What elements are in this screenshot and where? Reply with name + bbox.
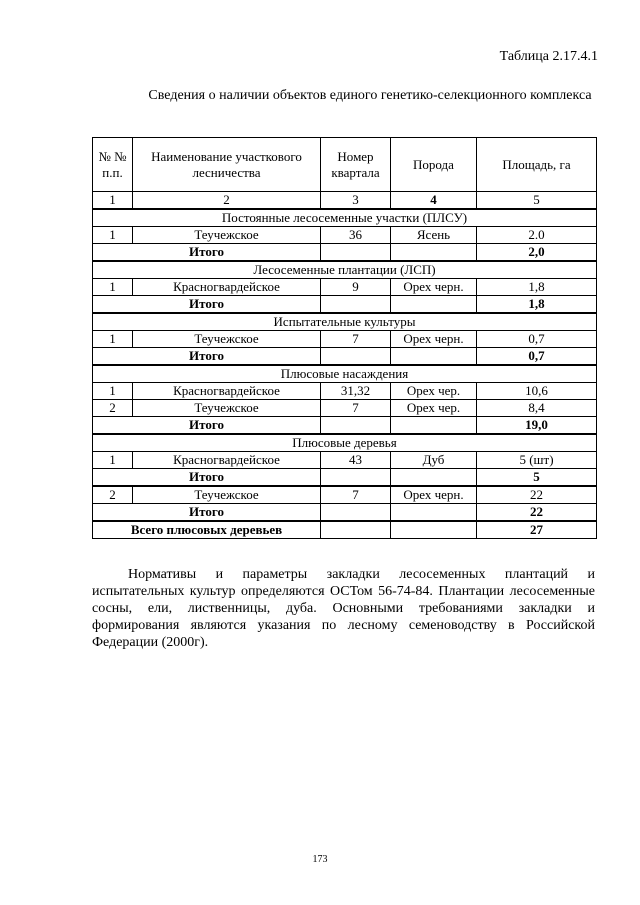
empty-cell [321, 469, 391, 487]
species: Дуб [391, 452, 477, 469]
row-number: 1 [93, 227, 133, 244]
quarter-number: 7 [321, 331, 391, 348]
grand-total-row [93, 521, 597, 539]
total-value: 19,0 [477, 417, 597, 435]
table-title: Сведения о наличии объектов единого генетико-селекционного комплекса [148, 88, 592, 103]
empty-cell [391, 296, 477, 314]
empty-cell [321, 504, 391, 522]
column-number: 3 [321, 192, 391, 210]
table-row [93, 383, 597, 400]
forestry-name: Красногвардейское [133, 383, 321, 400]
total-value: 2,0 [477, 244, 597, 262]
quarter-number: 43 [321, 452, 391, 469]
total-row [93, 504, 597, 522]
total-row [93, 469, 597, 487]
quarter-number: 9 [321, 279, 391, 296]
column-number: 2 [133, 192, 321, 210]
forestry-name: Теучежское [133, 331, 321, 348]
table-row [93, 400, 597, 417]
row-number: 1 [93, 331, 133, 348]
species: Орех черн. [391, 331, 477, 348]
empty-cell [391, 348, 477, 366]
table-row [93, 279, 597, 296]
empty-cell [321, 417, 391, 435]
table-row [93, 452, 597, 469]
section-title-row [93, 365, 597, 383]
quarter-number: 31,32 [321, 383, 391, 400]
area: 5 (шт) [477, 452, 597, 469]
forestry-name: Теучежское [133, 486, 321, 504]
column-header: Наименование участкового лесничества [133, 138, 321, 192]
row-number: 1 [93, 383, 133, 400]
section-title: Лесосеменные плантации (ЛСП) [93, 261, 597, 279]
empty-cell [321, 244, 391, 262]
column-number-row [93, 192, 597, 210]
area: 8,4 [477, 400, 597, 417]
section-title: Плюсовые деревья [93, 434, 597, 452]
empty-cell [321, 348, 391, 366]
row-number: 2 [93, 486, 133, 504]
total-row [93, 296, 597, 314]
empty-cell [391, 521, 477, 539]
column-number: 5 [477, 192, 597, 210]
page-number: 173 [312, 854, 328, 865]
section-title: Плюсовые насаждения [93, 365, 597, 383]
grand-total-label: Всего плюсовых деревьев [93, 521, 321, 539]
empty-cell [391, 417, 477, 435]
forestry-name: Теучежское [133, 227, 321, 244]
section-title-row [93, 209, 597, 227]
forestry-name: Красногвардейское [133, 279, 321, 296]
table-header-row [93, 138, 597, 192]
species: Орех черн. [391, 279, 477, 296]
column-header: Номер квартала [321, 138, 391, 192]
species: Орех чер. [391, 400, 477, 417]
total-label: Итого [93, 469, 321, 487]
table-row [93, 331, 597, 348]
column-number: 4 [391, 192, 477, 210]
quarter-number: 7 [321, 400, 391, 417]
area: 22 [477, 486, 597, 504]
total-label: Итого [93, 504, 321, 522]
section-title: Постоянные лесосеменные участки (ПЛСУ) [93, 209, 597, 227]
total-row [93, 417, 597, 435]
empty-cell [391, 244, 477, 262]
table-caption: Таблица 2.17.4.1 [499, 49, 598, 64]
data-table [92, 137, 597, 539]
column-header: № № п.п. [93, 138, 133, 192]
column-number: 1 [93, 192, 133, 210]
species: Ясень [391, 227, 477, 244]
total-value: 1,8 [477, 296, 597, 314]
total-row [93, 244, 597, 262]
total-label: Итого [93, 296, 321, 314]
row-number: 1 [93, 452, 133, 469]
column-header: Площадь, га [477, 138, 597, 192]
empty-cell [321, 521, 391, 539]
column-header: Порода [391, 138, 477, 192]
table-row [93, 486, 597, 504]
empty-cell [391, 469, 477, 487]
section-title-row [93, 313, 597, 331]
quarter-number: 36 [321, 227, 391, 244]
area: 1,8 [477, 279, 597, 296]
area: 2.0 [477, 227, 597, 244]
area: 10,6 [477, 383, 597, 400]
section-title: Испытательные культуры [93, 313, 597, 331]
section-title-row [93, 261, 597, 279]
section-title-row [93, 434, 597, 452]
species: Орех черн. [391, 486, 477, 504]
quarter-number: 7 [321, 486, 391, 504]
species: Орех чер. [391, 383, 477, 400]
body-paragraph [92, 566, 595, 651]
total-value: 5 [477, 469, 597, 487]
total-value: 22 [477, 504, 597, 522]
area: 0,7 [477, 331, 597, 348]
forestry-name: Красногвардейское [133, 452, 321, 469]
total-row [93, 348, 597, 366]
paragraph-text: Нормативы и параметры закладки лесосеменных плантаций и испытательных культур определяются ОСТом 56-74-84. Плантации лесосеменные сосны, ели, лиственницы, дуба. Основными требованиями закладки и формирования являются указания по лесному семеноводству в Российской Федерации (2000г). [92, 567, 595, 650]
row-number: 2 [93, 400, 133, 417]
grand-total-value: 27 [477, 521, 597, 539]
empty-cell [391, 504, 477, 522]
row-number: 1 [93, 279, 133, 296]
empty-cell [321, 296, 391, 314]
table-row [93, 227, 597, 244]
total-value: 0,7 [477, 348, 597, 366]
total-label: Итого [93, 417, 321, 435]
forestry-name: Теучежское [133, 400, 321, 417]
total-label: Итого [93, 348, 321, 366]
total-label: Итого [93, 244, 321, 262]
